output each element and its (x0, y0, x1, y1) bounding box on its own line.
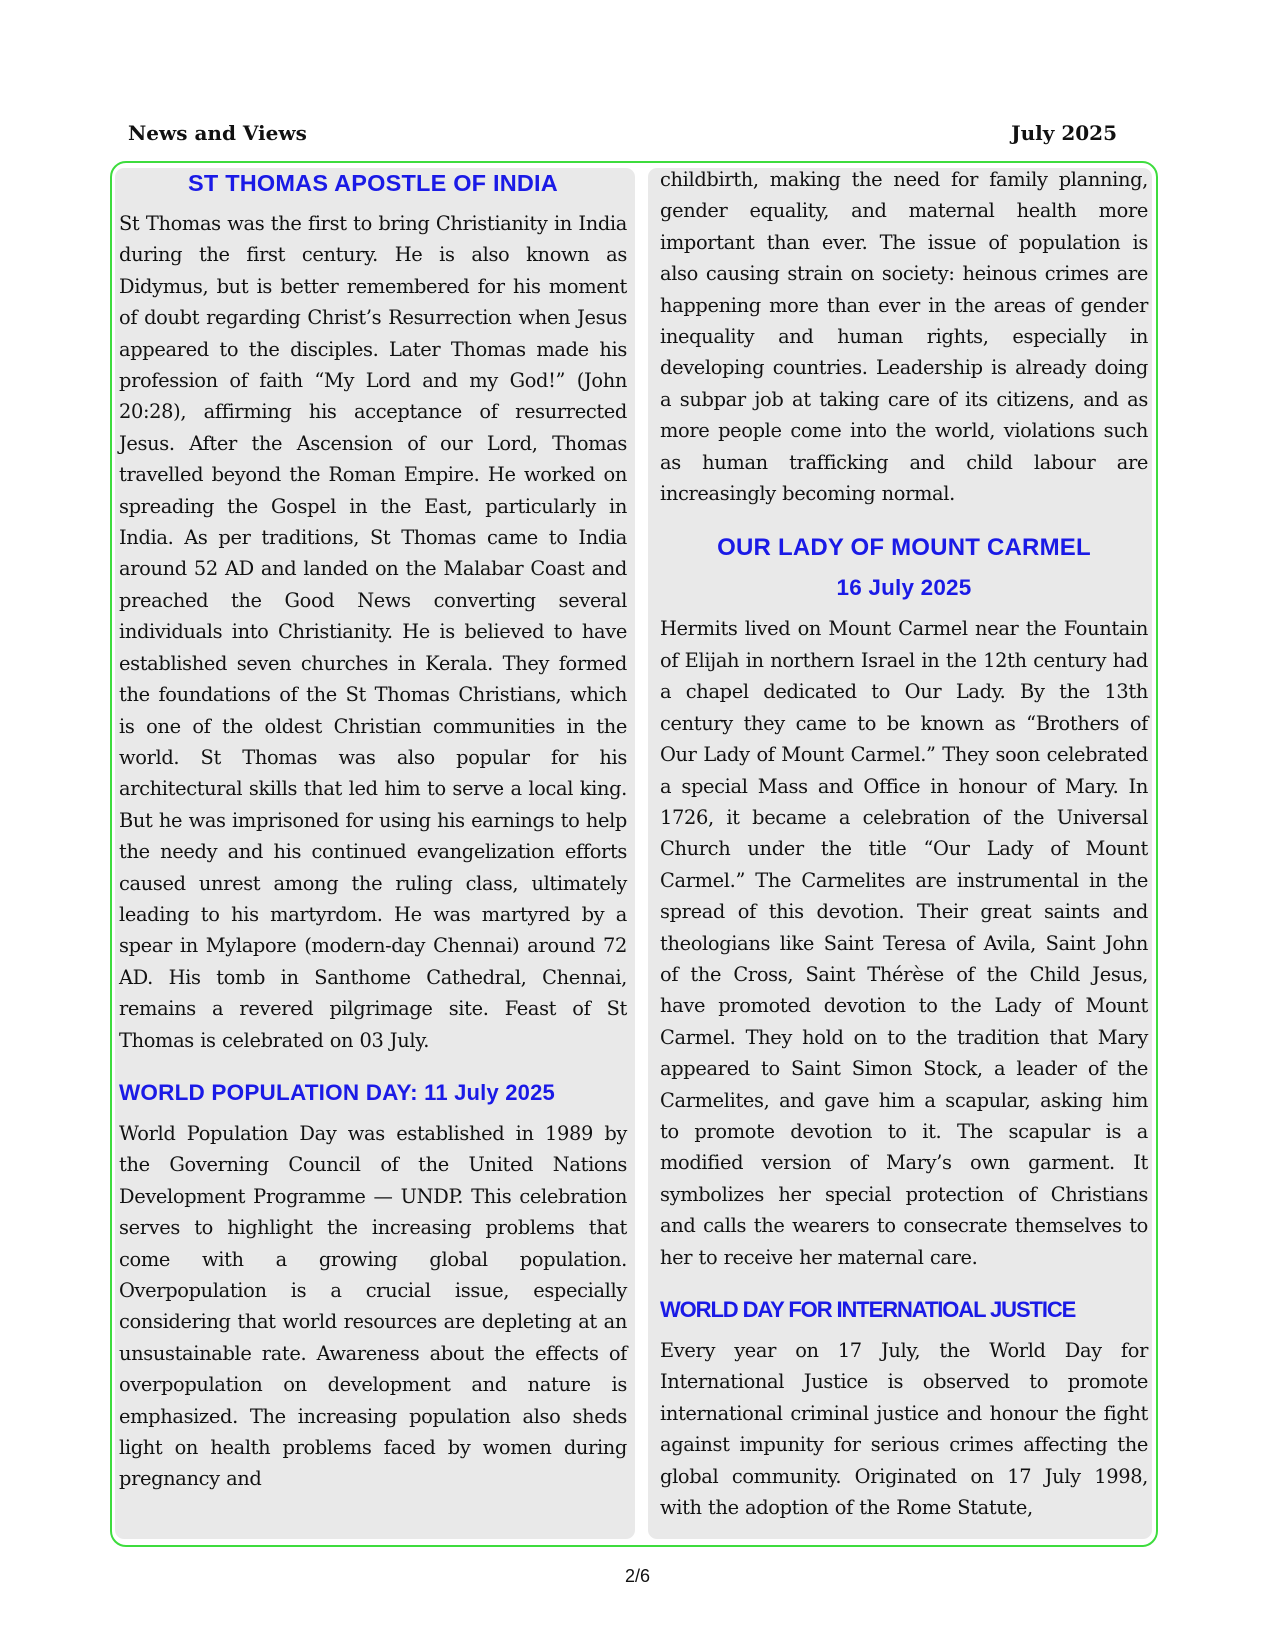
carmel-body: Hermits lived on Mount Carmel near the Fountain of Elijah in northern Israel in the 12th century had a chapel dedicated to Our Lady. By the 13th century they came to be known as “Brothers of Our Lady of Mount Carmel.” They soon celebrated a special Mass and Office in honour of Mary. In 1726, it became a celebration of the Universal Church under the title “Our Lady of Mount Carmel.” The Carmelites are instrumental in the spread of this devotion. Their great saints and theologians like Saint Teresa of Avila, Saint John of the Cross, Saint Thérèse of the Child Jesus, have promoted devotion to the Lady of Mount Carmel. They hold on to the tradition that Mary appeared to Saint Simon Stock, a leader of the Carmelites, and gave him a scapular, asking him to promote devotion to it. The scapular is a modified version of Mary’s own garment. It symbolizes her special protection of Christians and calls the wearers to consecrate themselves to her to receive her maternal care. (660, 617, 1148, 1269)
population-date: 11 July 2025 (417, 1079, 555, 1105)
population-title-text: WORLD POPULATION DAY: (119, 1079, 418, 1105)
population-body: World Population Day was established in 1989 by the Governing Council of the United Nations Development Programme — UNDP. This celebration serves to highlight the increasing problems that come with a growing global population. Overpopulation is a crucial issue, especially considering that world resources are depleting at an unsustainable rate. Awareness about the effects of overpopulation on development and nature is emphasized. The increasing population also sheds light on health problems faced by women during pregnancy and (119, 1121, 627, 1491)
population-title (119, 1076, 627, 1110)
page-header (128, 121, 1117, 151)
carmel-title: OUR LADY OF MOUNT CARMEL (717, 534, 1091, 562)
left-column (115, 168, 635, 1539)
newsletter-name: News and Views (128, 121, 307, 145)
st-thomas-body: St Thomas was the first to bring Christianity in India during the first century. He is also known as Didymus, but is better remembered for his moment of doubt regarding Christ’s Resurrection when Jesus appeared to the disciples. Later Thomas made his profession of faith “My Lord and my God!” (John 20:28), affirming his acceptance of resurrected Jesus. After the Ascension of our Lord, Thomas travelled beyond the Roman Empire. He worked on spreading the Gospel in the East, particularly in India. As per traditions, St Thomas came to India around 52 AD and landed on the Malabar Coast and preached the Good News converting several individuals into Christianity. He is believed to have established seven churches in Kerala. They formed the foundations of the St Thomas Christians, which is one of the oldest Christian communities in the world. St Thomas was also popular for his architectural skills that led him to serve a local king. But he was imprisoned for using his earnings to help the needy and his continued evangelization efforts caused unrest among the ruling class, ultimately leading to his martyrdom. He was martyred by a spear in Mylapore (modern-day Chennai) around 72 AD. His tomb in Santhome Cathedral, Chennai, remains a revered pilgrimage site. Feast of St Thomas is celebrated on 03 July. (119, 212, 627, 1052)
issue-date: July 2025 (1011, 121, 1117, 145)
justice-title: WORLD DAY FOR INTERNATIOAL JUSTICE (660, 1297, 1076, 1322)
right-column (648, 168, 1152, 1539)
carmel-date: 16 July 2025 (836, 575, 972, 601)
st-thomas-title: ST THOMAS APOSTLE OF INDIA (188, 170, 558, 196)
page-number: 2/6 (624, 1566, 651, 1586)
justice-body: Every year on 17 July, the World Day for International Justice is observed to promote international criminal justice and honour the fight against impunity for serious crimes affecting the global community. Originated on 17 July 1998, with the adoption of the Rome Statute, (660, 1339, 1148, 1520)
population-continued-body: childbirth, making the need for family planning, gender equality, and maternal health more important than ever. The issue of population is also causing strain on society: heinous crimes are happening more than ever in the areas of gender inequality and human rights, especially in developing countries. Leadership is already doing a subpar job at taking care of its citizens, and as more people come into the world, violations such as human trafficking and child labour are increasingly becoming normal. (660, 168, 1148, 506)
